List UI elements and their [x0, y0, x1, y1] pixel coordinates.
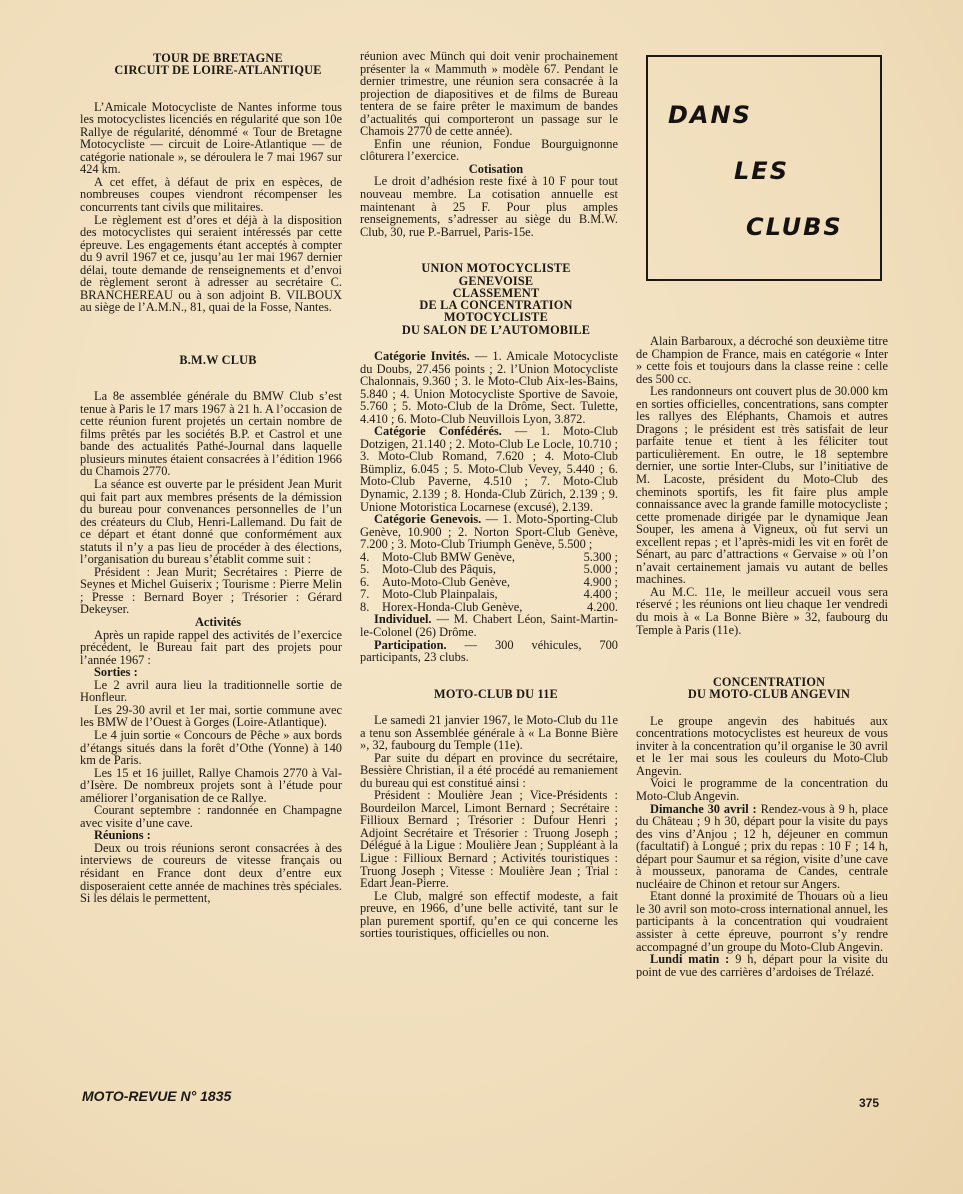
paragraph: Le règlement est d’ores et déjà à la disposition des motocyclistes qui seraient intéressés par cette épreuve. Les engagements étant acceptés à compter du 9 avril 1967 et ce, jusqu’au 1er mai 1967 dernier délai, toute demande de renseignements et d’envoi de règlement seront à adresser au secrétaire C. BRANCHEREAU ou à son adjoint B. VILBOUX au siège de l’A.M.N., 81, quai de la Fosse, Nantes.: [80, 212, 342, 315]
union-title: UNION MOTOCYCLISTE: [421, 261, 571, 276]
cotisation-subheading: Cotisation: [468, 161, 524, 176]
ranking-points: 4.200.: [587, 599, 618, 614]
bmw-club-title: B.M.W CLUB: [179, 352, 257, 367]
ranking-number: 8.: [360, 599, 370, 614]
ranking-number: 5.: [360, 562, 370, 577]
paragraph: L’Amicale Motocycliste de Nantes informe tous les motocyclistes licenciés en régularité que son 10e Rallye de régularité, dénommé « Tour de Bretagne Motocycliste — circuit de Loire-Atlantique — de catégorie nationale », se déroulera le 7 mai 1967 sur 424 km.: [80, 99, 342, 177]
paragraph: A cet effet, à défaut de prix en espèces, de nombreuses coupes viendront récompenser les concurrents tant civils que militaires.: [80, 174, 342, 214]
ranking-points: 4.900 ;: [583, 574, 618, 589]
union-title: DE LA CONCENTRATION: [419, 298, 573, 313]
section-title-word: DANS: [668, 101, 752, 129]
genevois-ranking-list: [360, 551, 618, 614]
reunions-subheading: Réunions :: [94, 828, 151, 843]
paragraph: Alain Barbaroux, a décroché son deuxième titre de Champion de France, mais en catégorie « Inter » cette fois et toujours dans la classe reine : celle des 500 cc.: [636, 334, 888, 386]
paragraph: Le groupe angevin des habitués aux concentrations motocyclistes est heureux de vous inviter à la concentration qu’il organise le 30 avril et le 1er mai sous les couleurs du Moto-Club Angevin.: [636, 713, 888, 778]
ranking-number: 6.: [360, 574, 370, 589]
category-text: — 300 véhicules, 700 participants, 23 clubs.: [360, 637, 618, 665]
classement-invites: [360, 350, 618, 425]
paragraph: Le droit d’adhésion reste fixé à 10 F pour tout nouveau membre. La cotisation annuelle est maintenant à 25 F. Pour plus amples renseignements, s’adresser au siège du B.M.W. Club, 30, rue P.-Barruel, Paris-15e.: [360, 174, 618, 239]
paragraph: Etant donné la proximité de Thouars où a lieu le 30 avril son moto-cross international annuel, les participants à la concentration qui voudraient assister à cette épreuve, pourront s’y rendre accompagné d’un groupe du Moto-Club Angevin.: [636, 889, 888, 954]
category-label: Individuel.: [374, 612, 432, 627]
paragraph: Les randonneurs ont couvert plus de 30.000 km en sorties officielles, concentrations, sans compter les rallyes des Eléphants, Chamois et autres Dragons ; le président est très satisfait de leur parfaite tenue et tient à les féliciter tout particulièrement. En outre, le 18 septembre dernier, une sortie Inter-Clubs, sur l’initiative de M. Lacoste, président du Moto-Club des cheminots sportifs, les fit faire plus ample connaissance avec la grande famille motocycliste ; cette promenade dirigée par le dynamique Jean Souper, les amena à Vigneux, où fut servi un excellent repas ; et l’après-midi les vit en forêt de Sénart, au parc d’attractions « Gervaise » où l’on n’avait certainement jamais vu autant de belles machines.: [636, 384, 888, 587]
column-3: [636, 335, 888, 978]
ranking-points: 5.000 ;: [583, 562, 618, 577]
day-label: Dimanche 30 avril :: [650, 801, 757, 816]
ranking-number: 7.: [360, 587, 370, 602]
union-title: DU SALON DE L’AUTOMOBILE: [401, 322, 591, 337]
union-title: GENEVOISE: [458, 273, 534, 288]
classement-confederes: [360, 425, 618, 513]
category-label: Catégorie Confédérés.: [374, 424, 502, 439]
classement-individuel: [360, 613, 618, 638]
bretagne-subtitle: CIRCUIT DE LOIRE-ATLANTIQUE: [114, 63, 322, 78]
paragraph: Président : Jean Murit; Secrétaires : Pierre de Seynes et Michel Guiserix ; Tourisme : Pierre Melin ; Presse : Bernard Boyer ; Trésorier : Gérard Dekeyser.: [80, 564, 342, 617]
ranking-row: [360, 563, 618, 576]
paragraph: La séance est ouverte par le président Jean Murit qui fait part aux membres présents de la démission du bureau pour convenances personnelles de l’un des créateurs du Club, Henri-Lallemand. Du fait de ce départ et étant donné que conformément aux statuts il n’y a pas lieu de procéder à des élections, l’organisation du bureau s’établit comme suit :: [80, 477, 342, 567]
section-title-word: LES: [734, 157, 789, 185]
category-label: Catégorie Genevois.: [374, 512, 482, 527]
ranking-club: Auto-Moto-Club Genève,: [382, 574, 511, 589]
programme-lundi: [636, 953, 888, 978]
moto-club-11-title: MOTO-CLUB DU 11E: [434, 686, 558, 701]
programme-dimanche: [636, 803, 888, 891]
paragraph: Enfin une réunion, Fondue Bourguignonne clôturera l’exercice.: [360, 136, 618, 164]
ranking-number: 4.: [360, 549, 370, 564]
paragraph: Courant septembre : randonnée en Champagne avec visite d’une cave.: [80, 803, 342, 830]
section-title-word: CLUBS: [746, 213, 843, 241]
page-number: 375: [859, 1096, 880, 1110]
column-2: [360, 50, 618, 940]
paragraph: Voici le programme de la concentration du Moto-Club Angevin.: [636, 776, 888, 803]
column-1: [80, 52, 342, 905]
ranking-club: Moto-Club BMW Genève,: [382, 549, 515, 564]
classement-genevois: [360, 513, 618, 551]
ranking-club: Moto-Club Plainpalais,: [382, 587, 498, 602]
bretagne-title: TOUR DE BRETAGNE: [153, 51, 283, 65]
activites-subheading: Activités: [194, 615, 242, 630]
category-label: Catégorie Invités.: [374, 348, 470, 363]
ranking-club: Horex-Honda-Club Genève,: [382, 599, 523, 614]
paragraph: La 8e assemblée générale du BMW Club s’est tenue à Paris le 17 mars 1967 à 21 h. A l’occasion de cette réunion furent projetés un certain nombre de films prêtés par les sociétés B.P. et Castrol et une bande des actualités Pathé-Journal dans laquelle plusieurs minutes étaient consacrées à l’édition 1966 du Chamois 2770.: [80, 389, 342, 479]
paragraph: Le 2 avril aura lieu la traditionnelle sortie de Honfleur.: [80, 677, 342, 705]
category-text: — 1. Amicale Motocycliste du Doubs, 27.456 points ; 2. l’Union Motocycliste Chalonnais, 9.360 ; 3. le Moto-Club Aix-les-Bains, 5.840 ; 4. Union Motocycliste Sportive de Savoie, 5.760 ; 5. Moto-Club de la Drôme, Sect. Tulette, 4.410 ; 6. Moto-Club Neuvillois Lyon, 3.872.: [360, 348, 618, 426]
paragraph: Président : Moulière Jean ; Vice-Présidents : Bourdeilon Marcel, Limont Bernard ; Secrétaire : Fillioux Bernard ; Trésorier : Dufour Henri ; Adjoint Secrétaire et Trésorier : Truong Joseph ; Délégué à la Ligue : Moulière Jean ; Suppléant à la Ligue : Fillioux Bernard ; Activités touristiques : Truong Joseph ; Vitesse : Moulière Jean ; Trial : Edart Jean-Pierre.: [360, 788, 618, 891]
category-text: — M. Chabert Léon, Saint-Martin-le-Colonel (26) Drôme.: [360, 612, 618, 640]
paragraph: Les 15 et 16 juillet, Rallye Chamois 2770 à Val-d’Isère. De nombreux projets sont à l’étude pour améliorer l’organisation de ce Rallye.: [80, 765, 342, 805]
category-label: Participation.: [374, 637, 447, 652]
day-label: Lundi matin :: [650, 952, 730, 967]
category-text: — 1. Moto-Sporting-Club Genève, 10.900 ; 2. Norton Sport-Club Genève, 7.200 ; 3. Moto-Club Triumph Genève, 5.500 ;: [360, 512, 618, 552]
paragraph: réunion avec Münch qui doit venir prochainement présenter la « Mammuth » modèle 67. Pendant le dernier trimestre, une réunion sera consacrée à la projection de diapositives et de films de Bureau tentera de se faire prêter le maximum de bandes d’actualités qui comporteront un passage sur le Chamois 2770 de cette année).: [360, 49, 618, 139]
angevin-title: CONCENTRATION: [712, 675, 826, 690]
angevin-title: DU MOTO-CLUB ANGEVIN: [687, 687, 851, 702]
ranking-points: 4.400 ;: [583, 587, 618, 602]
paragraph: Le samedi 21 janvier 1967, le Moto-Club du 11e a tenu son Assemblée générale à « La Bonne Bière », 32, faubourg du Temple (11e).: [360, 712, 618, 753]
paragraph: Au M.C. 11e, le meilleur accueil vous sera réservé ; les réunions ont lieu chaque 1er vendredi du mois à « La Bonne Bière » 32, faubourg du Temple à Paris (11e).: [636, 584, 888, 637]
section-title-box: [646, 55, 882, 281]
ranking-club: Moto-Club des Pâquis,: [382, 562, 496, 577]
paragraph: Par suite du départ en province du secrétaire, Bessière Christian, il a été procédé au remaniement du bureau qui est constitué ainsi :: [360, 750, 618, 790]
paragraph: Les 29-30 avril et 1er mai, sortie commune avec les BMW de l’Ouest à Gorges (Loire-Atlantique).: [80, 702, 342, 730]
sorties-subheading: Sorties :: [94, 665, 138, 680]
category-text: — 1. Moto-Club Dotzigen, 21.140 ; 2. Moto-Club Le Locle, 10.710 ; 3. Moto-Club Romand, 7.620 ; 4. Moto-Club Bümpliz, 6.045 ; 5. Moto-Club Vevey, 5.440 ; 6. Moto-Club Paverne, 4.510 ; 7. Moto-Club Dynamic, 2.139 ; 8. Honda-Club Zürich, 2.139 ; 9. Unione Motoristica Locarnese (excusé), 2.139.: [360, 424, 618, 514]
day-text: Rendez-vous à 9 h, place du Château ; 9 h 30, départ pour la visite du pays des vins d’Anjou ; 12 h, déjeuner en commun (facultatif) à Longué ; prix du repas : 10 F ; 14 h, départ pour Saumur et sa région, visite d’une cave à mousseux, panorama de Candes, centrale nucléaire de Chinon et retour sur Angers.: [636, 801, 888, 891]
paragraph: Le 4 juin sortie « Concours de Pêche » aux bords d’étangs situés dans la forêt d’Othe (Yonne) à 140 km de Paris.: [80, 727, 342, 768]
classement-participation: [360, 639, 618, 664]
paragraph: Après un rapide rappel des activités de l’exercice précédent, le Bureau fait part des projets pour l’année 1967 :: [80, 627, 342, 667]
paragraph: Le Club, malgré son effectif modeste, a fait preuve, en 1966, d’une belle activité, tant sur le plan purement sportif, qu’en ce qui concerne les sorties touristiques, officielles ou non.: [360, 888, 618, 941]
day-text: 9 h, départ pour la visite du point de vue des carrières d’ardoises de Trélazé.: [636, 952, 888, 979]
union-title: MOTOCYCLISTE: [444, 310, 548, 325]
magazine-issue-footer: MOTO-REVUE N° 1835: [82, 1088, 232, 1104]
ranking-points: 5.300 ;: [583, 549, 618, 564]
paragraph: Deux ou trois réunions seront consacrées à des interviews de coureurs de vitesse français ou résidant en France dont deux d’entre eux disposeraient cette année de machines très spéciales. Si les délais le permettent,: [80, 840, 342, 906]
union-title: CLASSEMENT: [452, 285, 540, 300]
